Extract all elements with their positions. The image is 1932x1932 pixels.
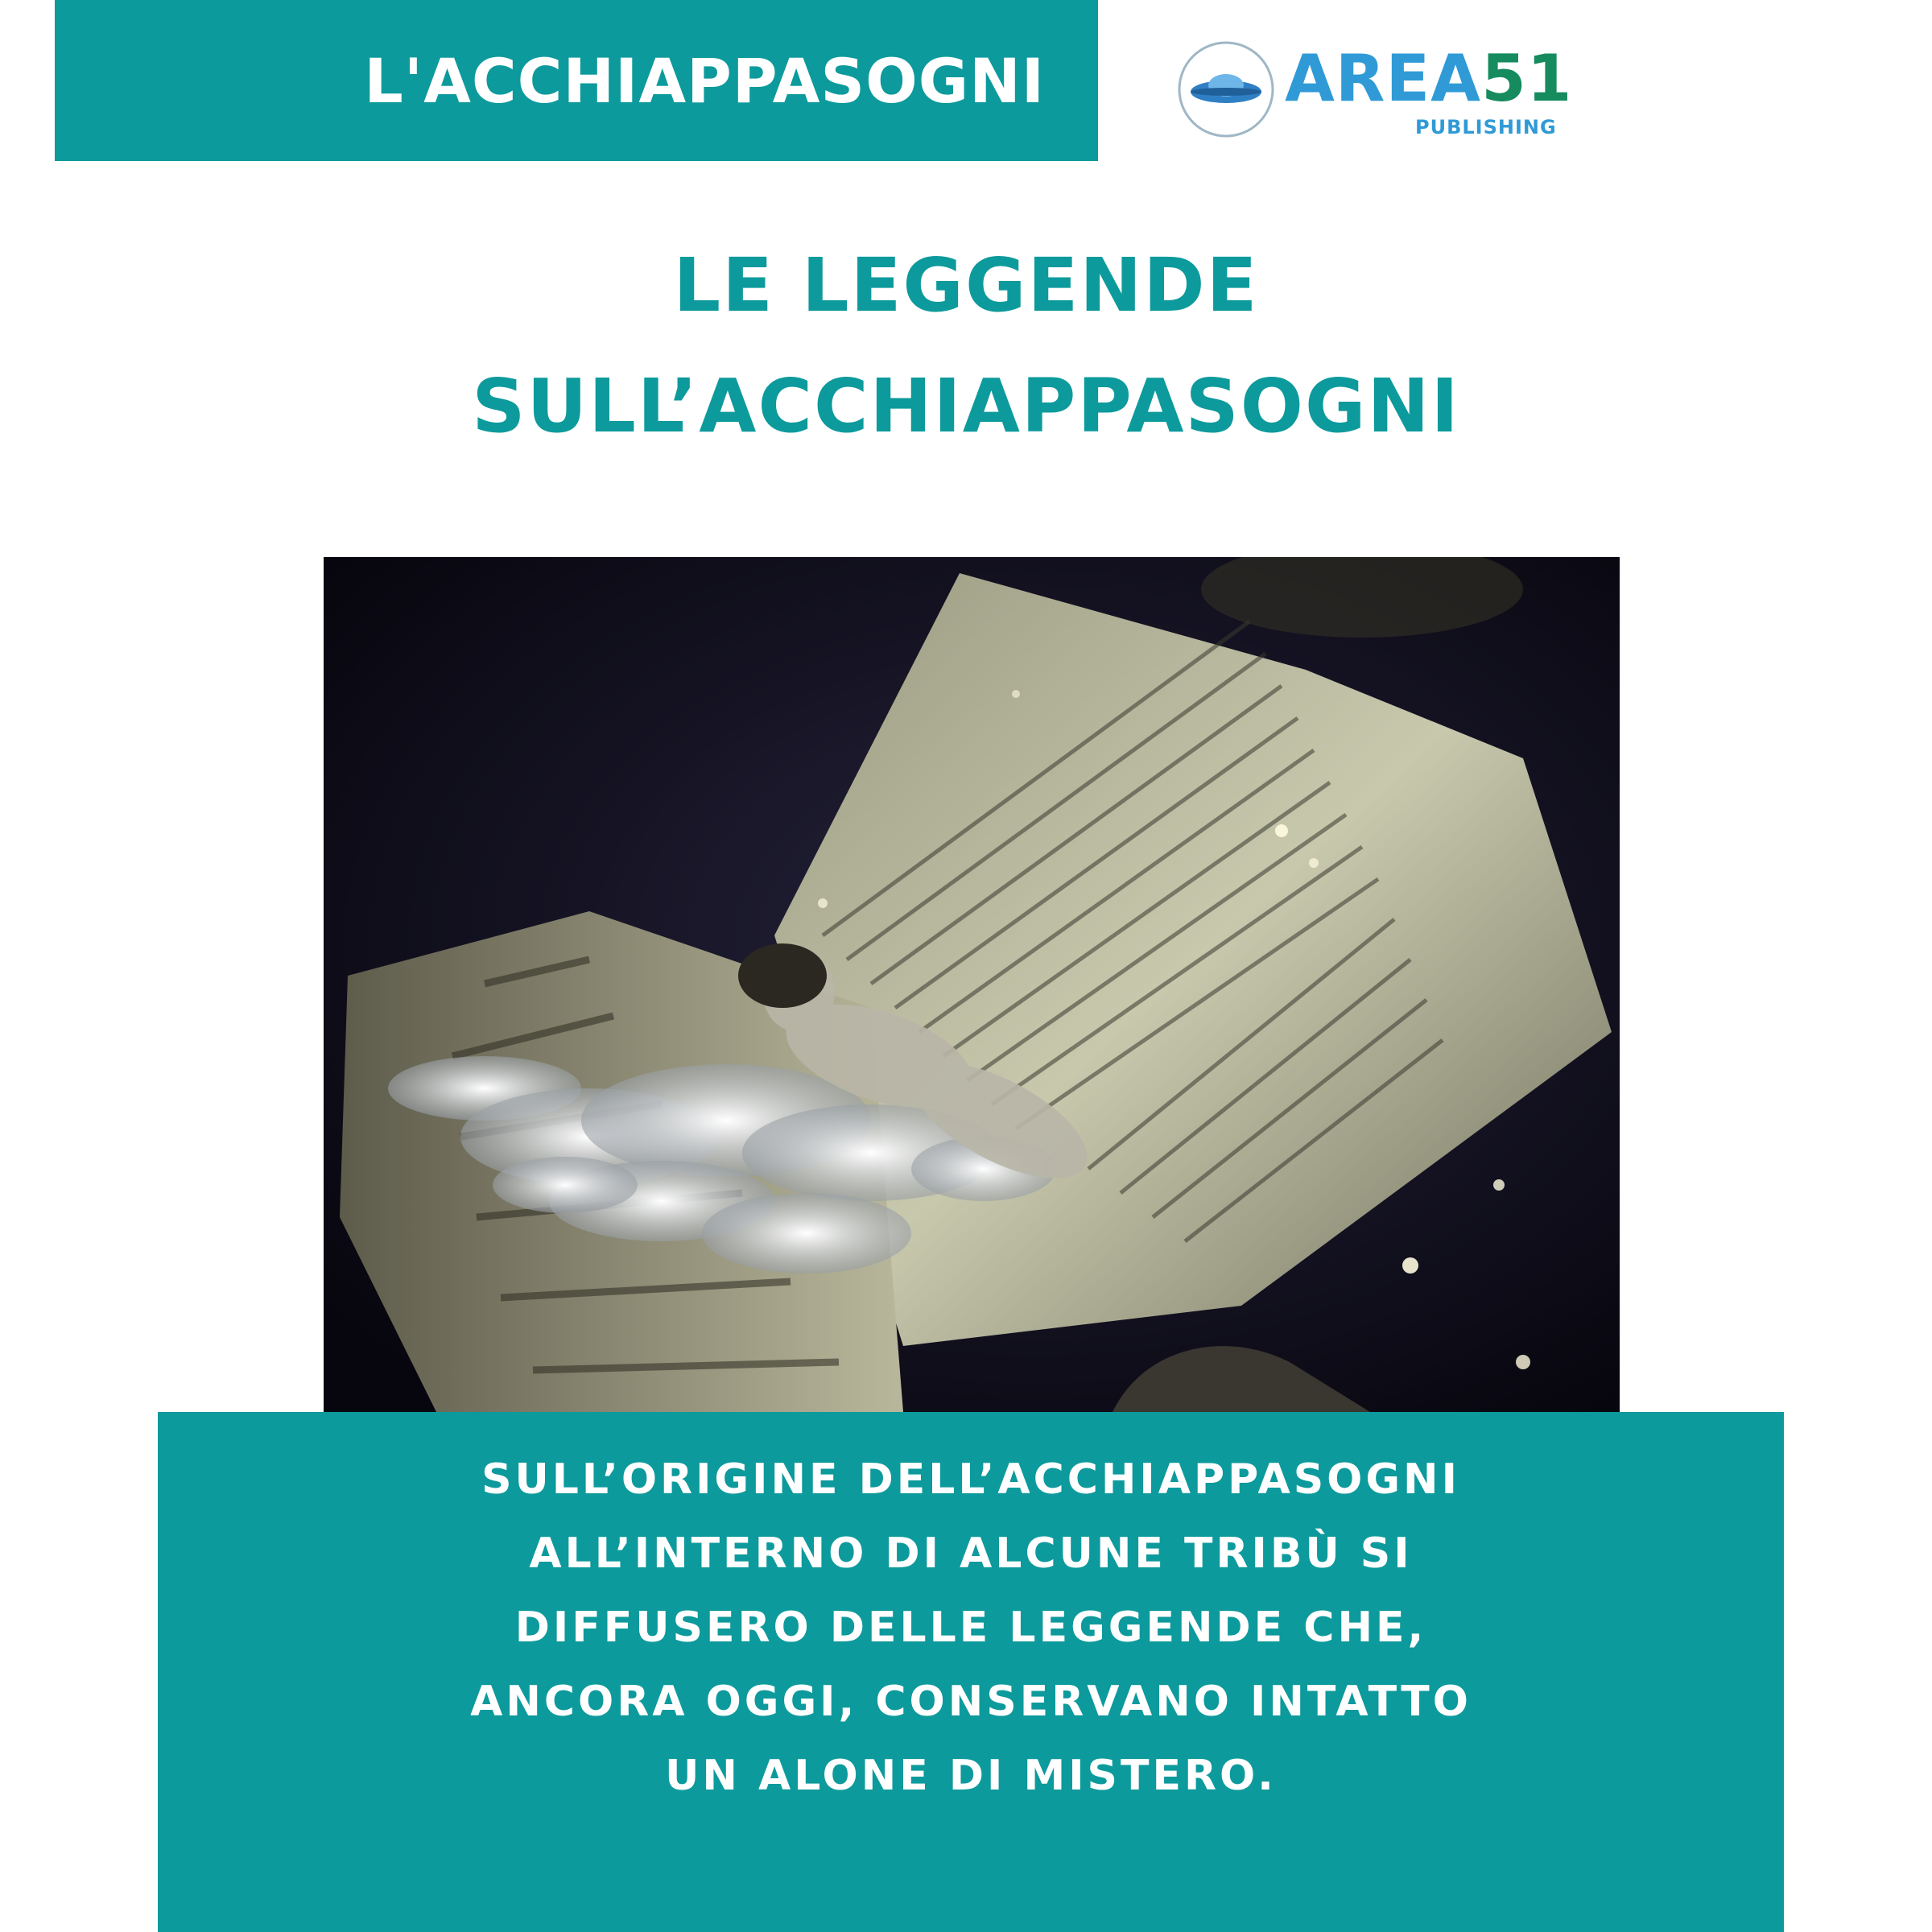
publisher-logo xyxy=(1175,39,1578,143)
ufo-icon xyxy=(1175,39,1277,140)
page-title-line-1: LE LEGGENDE xyxy=(673,242,1259,328)
description-line: UN ALONE DI MISTERO. xyxy=(665,1752,1277,1800)
book-dream-photo xyxy=(324,557,1620,1412)
logo-area-text: AREA xyxy=(1285,41,1482,116)
logo-wordmark xyxy=(1285,41,1573,116)
description-line: ANCORA OGGI, CONSERVANO INTATTO xyxy=(470,1678,1472,1726)
logo-publishing-text: PUBLISHING xyxy=(1415,116,1557,138)
description-line: DIFFUSERO DELLE LEGGENDE CHE, xyxy=(514,1604,1427,1652)
header-title: L'ACCHIAPPASOGNI xyxy=(364,44,1045,117)
description-line: ALL’INTERNO DI ALCUNE TRIBÙ SI xyxy=(529,1530,1413,1578)
header-bar xyxy=(55,0,1098,161)
logo-number-text: 51 xyxy=(1481,41,1573,116)
description-box xyxy=(158,1412,1784,1932)
page-title-line-2: SULL’ACCHIAPPASOGNI xyxy=(472,363,1460,449)
description-line: SULL’ORIGINE DELL’ACCHIAPPASOGNI xyxy=(481,1455,1460,1504)
page-title xyxy=(0,225,1932,467)
